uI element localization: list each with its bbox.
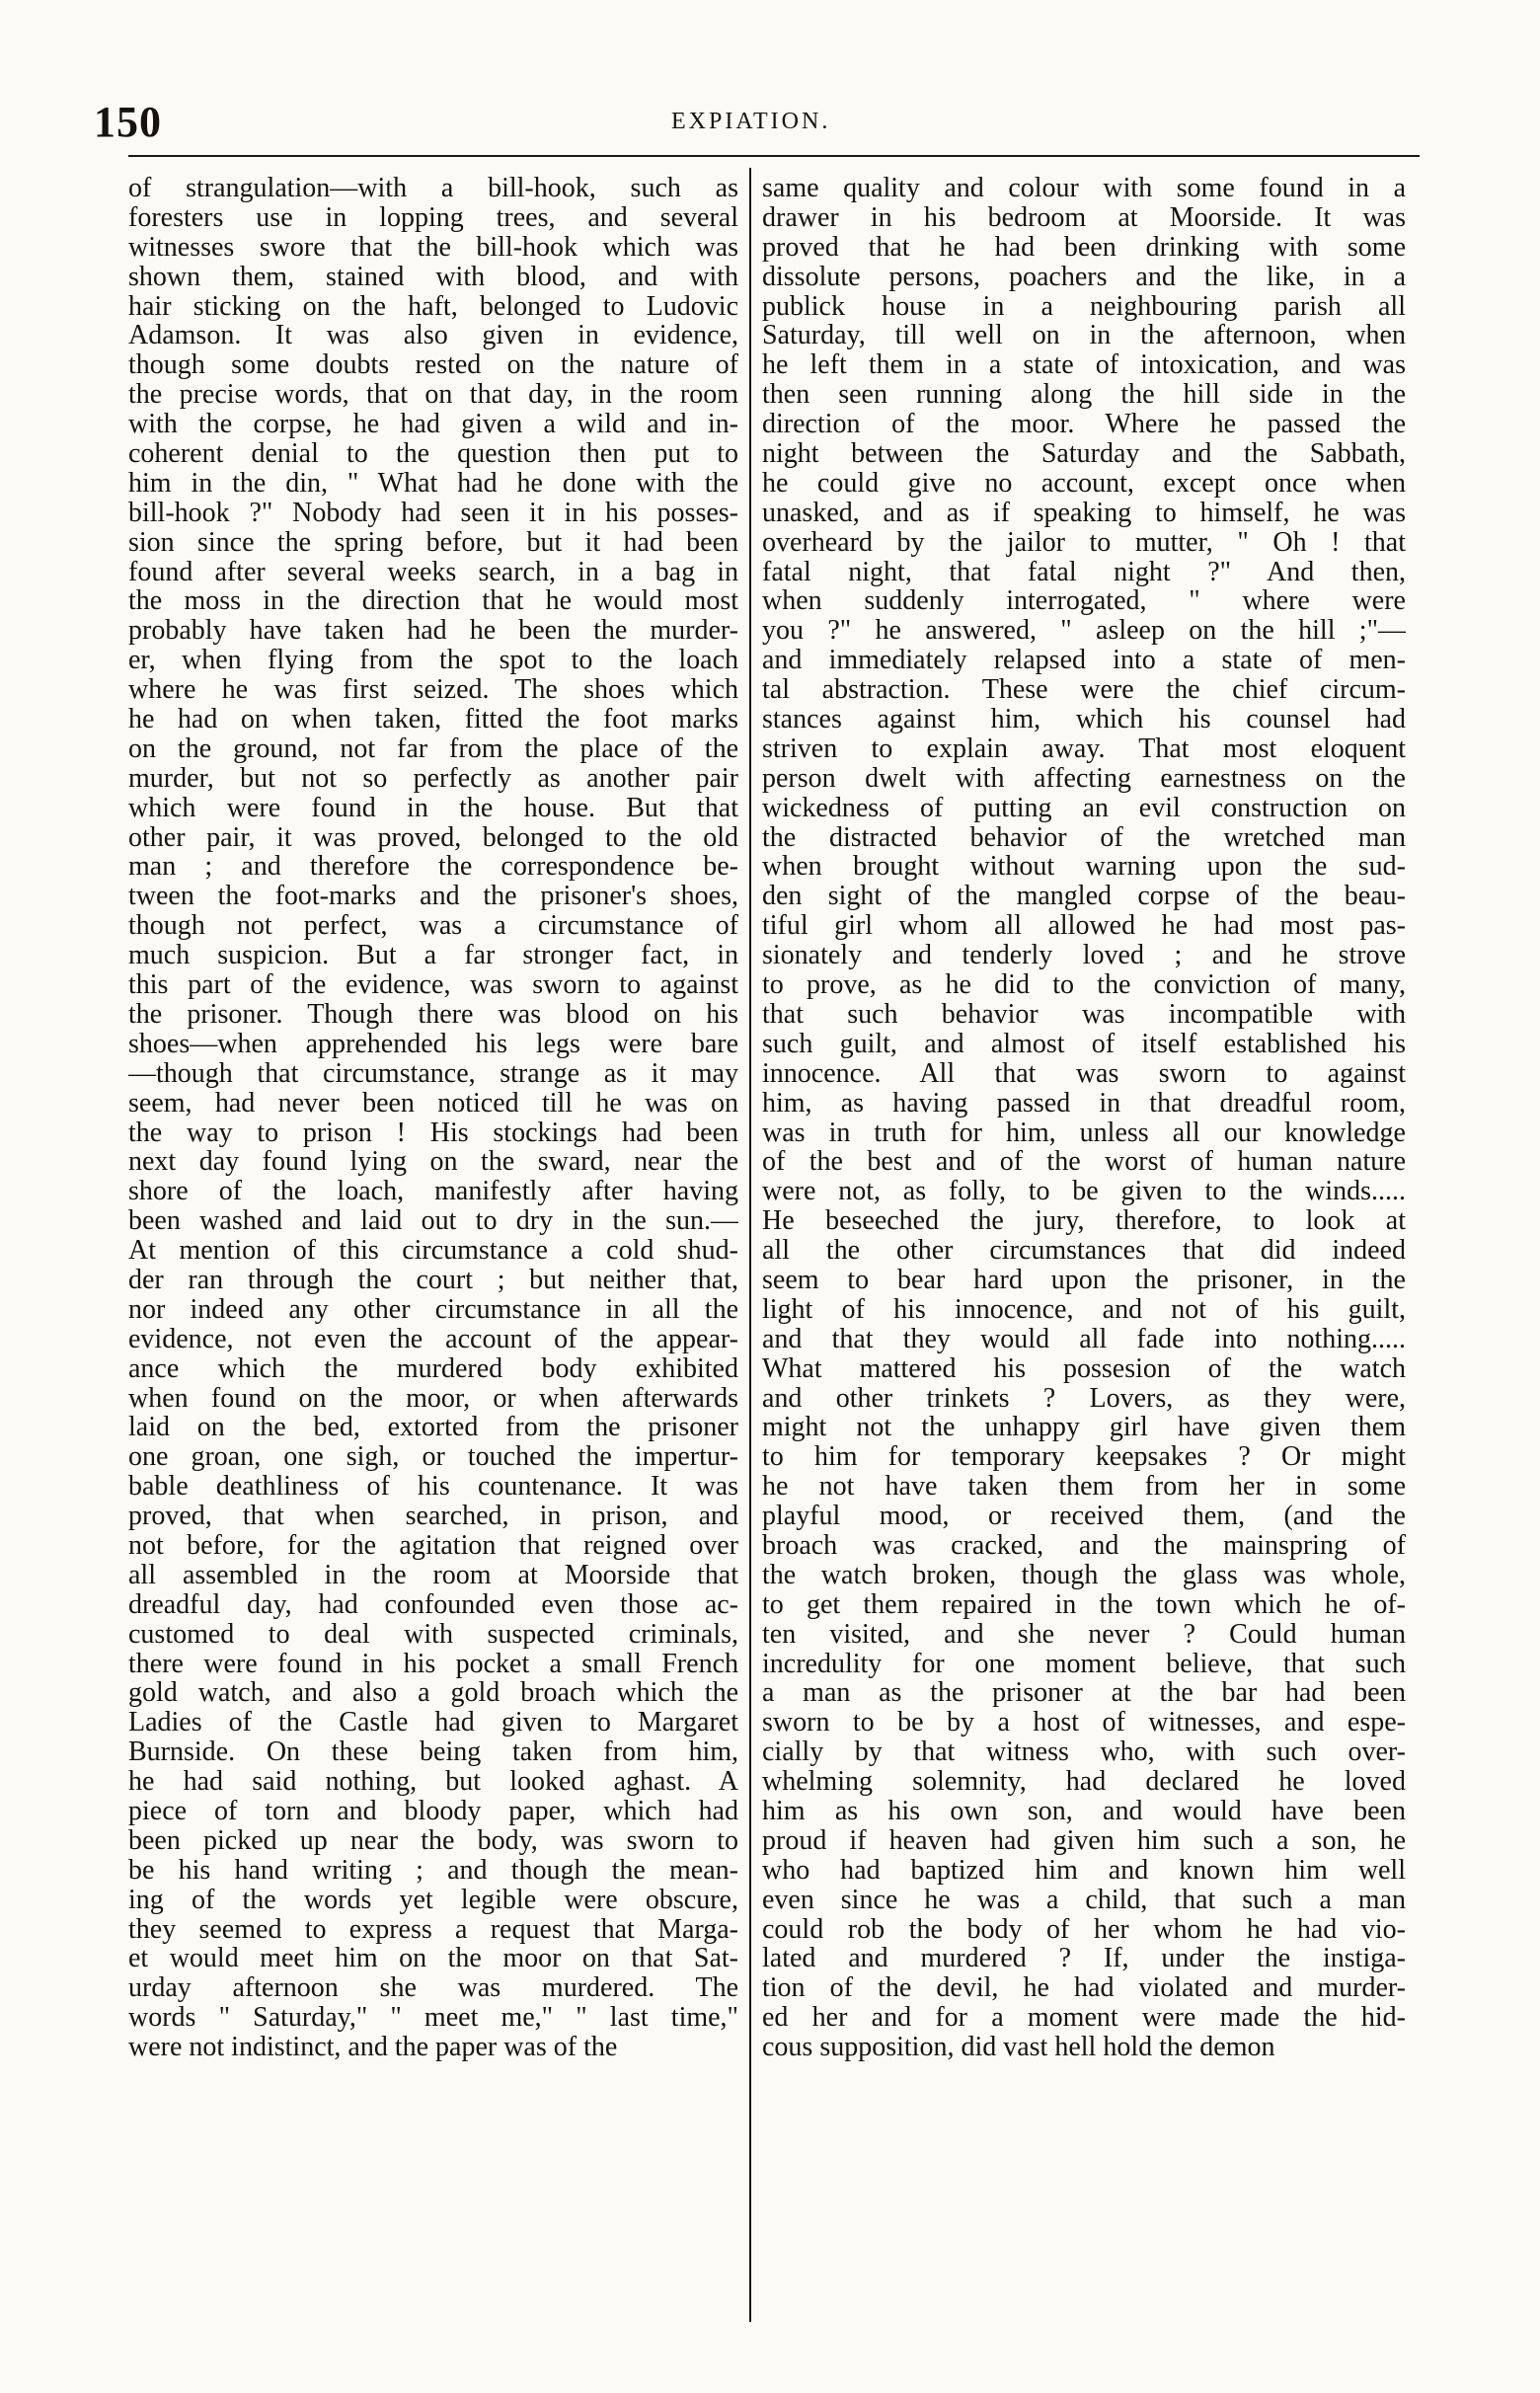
text-line: dreadful day, had confounded even those ac-: [128, 1589, 738, 1620]
text-line: gold watch, and also a gold broach which the: [128, 1678, 738, 1709]
text-line: —though that circumstance, strange as it may: [128, 1058, 738, 1089]
text-line: tal abstraction. These were the chief circum-: [762, 675, 1406, 706]
text-line: hair sticking on the haft, belonged to Ludovic: [128, 291, 738, 322]
text-line: proud if heaven had given him such a son, he: [762, 1825, 1406, 1856]
text-line: broach was cracked, and the mainspring of: [762, 1530, 1406, 1561]
text-line: sionately and tenderly loved ; and he strove: [762, 941, 1406, 971]
text-line: der ran through the court ; but neither that,: [128, 1265, 738, 1295]
text-line: overheard by the jailor to mutter, " Oh ! that: [762, 527, 1406, 558]
text-line: tween the foot-marks and the prisoner's shoes,: [128, 882, 738, 912]
text-line: been washed and laid out to dry in the sun.—: [128, 1206, 738, 1237]
text-line: was in truth for him, unless all our knowledge: [762, 1118, 1406, 1148]
text-line: whelming solemnity, had declared he loved: [762, 1767, 1406, 1797]
text-line: cous supposition, did vast hell hold the demon: [762, 2033, 1275, 2062]
text-line: he left them in a state of intoxication, and was: [762, 350, 1406, 381]
text-line: could rob the body of her whom he had vio-: [762, 1914, 1406, 1945]
text-line: nor indeed any other circumstance in all the: [128, 1294, 738, 1325]
text-line: shore of the loach, manifestly after having: [128, 1177, 738, 1207]
text-line: the watch broken, though the glass was whole,: [762, 1560, 1406, 1590]
text-line: dissolute persons, poachers and the like, in a: [762, 262, 1406, 292]
text-line: him, as having passed in that dreadful room,: [762, 1088, 1406, 1119]
text-line: they seemed to express a request that Marga-: [128, 1914, 738, 1945]
text-line: which were found in the house. But that: [128, 793, 738, 823]
text-line: den sight of the mangled corpse of the beau-: [762, 882, 1406, 912]
text-line: At mention of this circumstance a cold shud-: [128, 1236, 738, 1266]
text-line: he had on when taken, fitted the foot marks: [128, 705, 738, 734]
text-line: stances against him, which his counsel had: [762, 705, 1406, 734]
text-line: er, when flying from the spot to the loach: [128, 646, 738, 676]
text-line: fatal night, that fatal night ?" And then,: [762, 557, 1406, 587]
text-line: urday afternoon she was murdered. The: [128, 1973, 738, 2004]
text-line: been picked up near the body, was sworn to: [128, 1825, 738, 1856]
column-divider: [749, 168, 751, 2322]
text-line: might not the unhappy girl have given them: [762, 1413, 1406, 1443]
text-line: coherent denial to the question then put to: [128, 439, 738, 469]
text-line: the way to prison ! His stockings had been: [128, 1118, 738, 1148]
page-number: 150: [94, 98, 162, 146]
text-line: evidence, not even the account of the appear-: [128, 1324, 738, 1354]
text-line: What mattered his possesion of the watch: [762, 1353, 1406, 1384]
text-line: incredulity for one moment believe, that such: [762, 1649, 1406, 1679]
text-line: be his hand writing ; and though the mean-: [128, 1855, 738, 1886]
text-line: not before, for the agitation that reigned over: [128, 1530, 738, 1561]
text-line: the distracted behavior of the wretched man: [762, 822, 1406, 853]
text-line: much suspicion. But a far stronger fact, in: [128, 941, 738, 971]
text-line: such guilt, and almost of itself established his: [762, 1029, 1406, 1059]
text-line: tion of the devil, he had violated and murder-: [762, 1973, 1406, 2004]
text-line: same quality and colour with some found in a: [762, 174, 1406, 203]
text-line: him in the din, " What had he done with the: [128, 468, 738, 499]
text-line: who had baptized him and known him well: [762, 1855, 1406, 1886]
text-line: on the ground, not far from the place of the: [128, 733, 738, 764]
text-line: lated and murdered ? If, under the instiga-: [762, 1944, 1406, 1974]
text-line: light of his innocence, and not of his guilt,: [762, 1294, 1406, 1325]
text-line: seem to bear hard upon the prisoner, in the: [762, 1265, 1406, 1295]
text-line: et would meet him on the moor on that Sat-: [128, 1944, 738, 1974]
text-line: the precise words, that on that day, in the room: [128, 380, 738, 411]
text-line: he could give no account, except once when: [762, 468, 1406, 499]
text-line: probably have taken had he been the murder-: [128, 616, 738, 647]
text-line: this part of the evidence, was sworn to against: [128, 970, 738, 1000]
text-line: murder, but not so perfectly as another pair: [128, 763, 738, 794]
text-line: ten visited, and she never ? Could human: [762, 1619, 1406, 1650]
text-line: shown them, stained with blood, and with: [128, 262, 738, 292]
text-line: he had said nothing, but looked aghast. A: [128, 1767, 738, 1797]
text-line: striven to explain away. That most eloquent: [762, 733, 1406, 764]
text-line: him as his own son, and would have been: [762, 1796, 1406, 1826]
text-line: next day found lying on the sward, near the: [128, 1147, 738, 1178]
text-line: foresters use in lopping trees, and several: [128, 202, 738, 233]
text-line: Burnside. On these being taken from him,: [128, 1737, 738, 1768]
text-line: where he was first seized. The shoes which: [128, 675, 738, 706]
text-line: there were found in his pocket a small French: [128, 1649, 738, 1679]
text-line: of strangulation—with a bill-hook, such as: [128, 174, 738, 203]
text-line: sion since the spring before, but it had been: [128, 527, 738, 558]
text-line: ed her and for a moment were made the hid-: [762, 2003, 1406, 2034]
text-line: all assembled in the room at Moorside that: [128, 1560, 738, 1590]
text-line: playful mood, or received them, (and the: [762, 1502, 1406, 1531]
text-line: night between the Saturday and the Sabbath,: [762, 439, 1406, 469]
text-line: that such behavior was incompatible with: [762, 999, 1406, 1030]
text-line: customed to deal with suspected criminals,: [128, 1619, 738, 1650]
text-line: then seen running along the hill side in the: [762, 380, 1406, 411]
text-line: proved that he had been drinking with some: [762, 232, 1406, 263]
right-column: [762, 174, 1406, 2326]
text-line: drawer in his bedroom at Moorside. It was: [762, 202, 1406, 233]
text-line: and other trinkets ? Lovers, as they were,: [762, 1383, 1406, 1414]
text-line: when brought without warning upon the sud-: [762, 852, 1406, 883]
text-line: though not perfect, was a circumstance of: [128, 911, 738, 942]
text-line: direction of the moor. Where he passed the: [762, 410, 1406, 440]
text-line: wickedness of putting an evil construction on: [762, 793, 1406, 823]
text-line: to him for temporary keepsakes ? Or might: [762, 1442, 1406, 1473]
text-line: when suddenly interrogated, " where were: [762, 586, 1406, 617]
page-header: [94, 97, 1419, 152]
text-line: Ladies of the Castle had given to Margaret: [128, 1708, 738, 1738]
text-line: sworn to be by a host of witnesses, and espe-: [762, 1708, 1406, 1738]
text-line: to prove, as he did to the conviction of many,: [762, 970, 1406, 1000]
text-line: cially by that witness who, with such over-: [762, 1737, 1406, 1768]
text-line: all the other circumstances that did indeed: [762, 1236, 1406, 1266]
text-line: words " Saturday," " meet me," " last time,": [128, 2003, 738, 2034]
text-line: found after several weeks search, in a bag in: [128, 557, 738, 587]
text-line: the moss in the direction that he would most: [128, 586, 738, 617]
text-line: Saturday, till well on in the afternoon, when: [762, 321, 1406, 351]
text-line: the prisoner. Though there was blood on his: [128, 999, 738, 1030]
text-line: he not have taken them from her in some: [762, 1472, 1406, 1503]
text-line: were not indistinct, and the paper was of the: [128, 2033, 618, 2062]
text-line: other pair, it was proved, belonged to the old: [128, 822, 738, 853]
text-line: a man as the prisoner at the bar had been: [762, 1678, 1406, 1709]
text-line: and immediately relapsed into a state of men-: [762, 646, 1406, 676]
text-line: ance which the murdered body exhibited: [128, 1353, 738, 1384]
left-column: [128, 174, 738, 2326]
text-line: proved, that when searched, in prison, and: [128, 1502, 738, 1531]
text-line: were not, as folly, to be given to the winds.....: [762, 1177, 1406, 1207]
text-line: unasked, and as if speaking to himself, he was: [762, 498, 1406, 528]
text-line: He beseeched the jury, therefore, to look at: [762, 1206, 1406, 1237]
text-line: shoes—when apprehended his legs were bare: [128, 1029, 738, 1059]
text-line: innocence. All that was sworn to against: [762, 1058, 1406, 1089]
text-line: tiful girl whom all allowed he had most pas-: [762, 911, 1406, 942]
text-line: laid on the bed, extorted from the prisoner: [128, 1413, 738, 1443]
text-line: and that they would all fade into nothing.....: [762, 1324, 1406, 1354]
text-line: man ; and therefore the correspondence be-: [128, 852, 738, 883]
text-line: ing of the words yet legible were obscure,: [128, 1885, 738, 1915]
text-line: bable deathliness of his countenance. It was: [128, 1472, 738, 1503]
text-line: even since he was a child, that such a man: [762, 1885, 1406, 1915]
text-line: when found on the moor, or when afterwards: [128, 1383, 738, 1414]
text-line: of the best and of the worst of human nature: [762, 1147, 1406, 1178]
running-title: EXPIATION.: [671, 109, 831, 134]
text-line: seem, had never been noticed till he was on: [128, 1088, 738, 1119]
text-line: one groan, one sigh, or touched the impertur-: [128, 1442, 738, 1473]
text-line: to get them repaired in the town which he of-: [762, 1589, 1406, 1620]
text-line: bill-hook ?" Nobody had seen it in his posses-: [128, 498, 738, 528]
text-line: publick house in a neighbouring parish all: [762, 291, 1406, 322]
text-line: though some doubts rested on the nature of: [128, 350, 738, 381]
text-line: person dwelt with affecting earnestness on the: [762, 763, 1406, 794]
text-line: Adamson. It was also given in evidence,: [128, 321, 738, 351]
text-line: witnesses swore that the bill-hook which was: [128, 232, 738, 263]
text-line: with the corpse, he had given a wild and in-: [128, 410, 738, 440]
header-rule: [128, 155, 1420, 157]
text-line: piece of torn and bloody paper, which had: [128, 1796, 738, 1826]
text-line: you ?" he answered, " asleep on the hill ;"—: [762, 616, 1406, 647]
